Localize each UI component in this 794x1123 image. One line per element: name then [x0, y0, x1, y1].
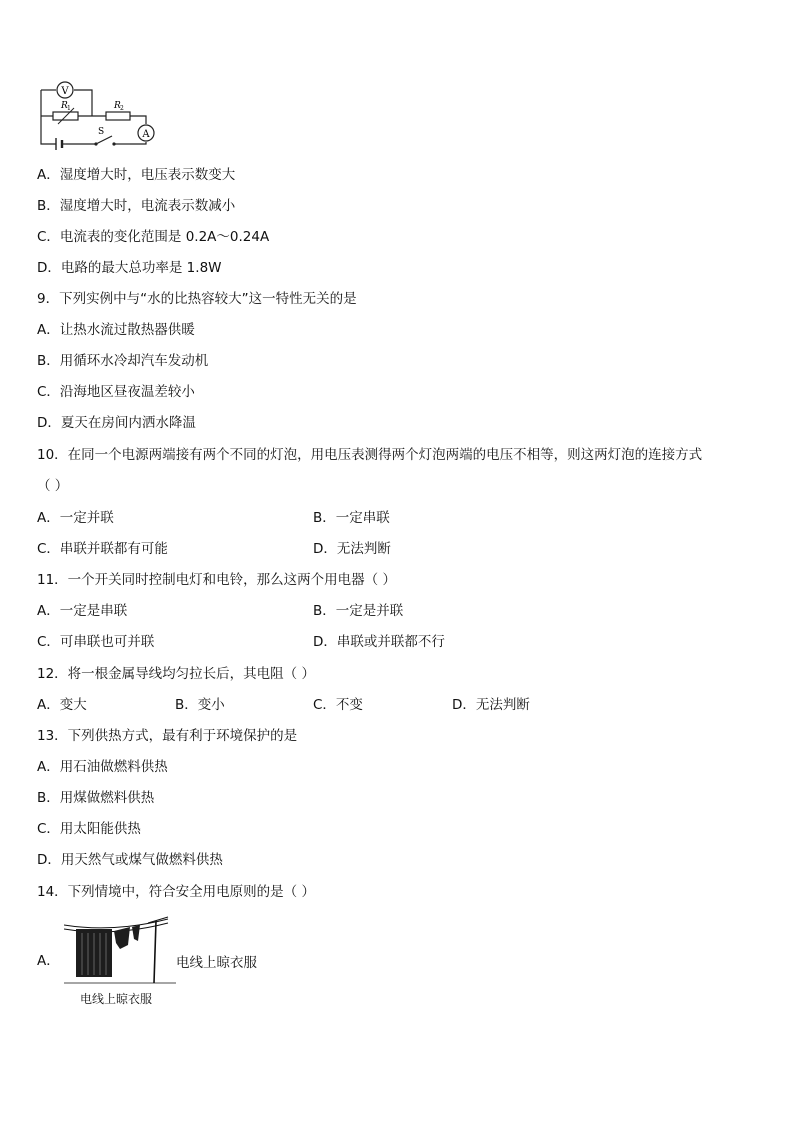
q13-stem: 13．下列供热方式，最有利于环境保护的是 [37, 728, 298, 744]
q12-stem: 12．将一根金属导线均匀拉长后，其电阻（ ） [37, 666, 315, 682]
q12-option-b: B．变小 [175, 697, 225, 713]
q13-option-c: C．用太阳能供热 [37, 821, 141, 837]
q8-option-a: A．湿度增大时，电压表示数变大 [37, 167, 236, 183]
q12-option-a: A．变大 [37, 697, 87, 713]
q10-stem-cont: （ ） [37, 478, 69, 494]
q14-stem: 14．下列情境中，符合安全用电原则的是（ ） [37, 884, 315, 900]
q10-option-b: B．一定串联 [313, 510, 390, 526]
q9-option-a: A．让热水流过散热器供暖 [37, 322, 195, 338]
q10-stem: 10．在同一个电源两端接有两个不同的灯泡，用电压表测得两个灯泡两端的电压不相等，则这两灯泡的连接方式 [37, 447, 703, 463]
q8-option-d: D．电路的最大总功率是 1.8W [37, 260, 222, 276]
q14-option-a-letter: A． [37, 953, 60, 969]
r2-label: R [114, 101, 121, 111]
q10-option-d: D．无法判断 [313, 541, 391, 557]
ammeter-label: A [142, 129, 150, 140]
q9-stem: 9．下列实例中与“水的比热容较大”这一特性无关的是 [37, 291, 357, 307]
q13-option-d: D．用天然气或煤气做燃料供热 [37, 852, 223, 868]
q8-option-c: C．电流表的变化范围是 0.2A～0.24A [37, 229, 270, 245]
q14-option-a-text: 电线上晾衣服 [176, 955, 257, 971]
illustration-caption: 电线上晾衣服 [80, 992, 153, 1006]
resistor-r2 [106, 112, 130, 120]
circuit-diagram [36, 78, 161, 158]
q12-option-c: C．不变 [313, 697, 363, 713]
switch-label: S [98, 127, 105, 137]
r2-subscript: 2 [120, 105, 124, 112]
q13-option-a: A．用石油做燃料供热 [37, 759, 168, 775]
q11-option-b: B．一定是并联 [313, 603, 404, 619]
q11-stem: 11．一个开关同时控制电灯和电铃，那么这两个用电器（ ） [37, 572, 396, 588]
q12-option-d: D．无法判断 [452, 697, 530, 713]
q11-option-c: C．可串联也可并联 [37, 634, 155, 650]
q10-option-c: C．串联并联都有可能 [37, 541, 168, 557]
q9-option-c: C．沿海地区昼夜温差较小 [37, 384, 195, 400]
switch-icon [94, 142, 97, 145]
q13-option-b: B．用煤做燃料供热 [37, 790, 155, 806]
battery-icon [56, 138, 66, 150]
q11-option-d: D．串联或并联都不行 [313, 634, 445, 650]
voltmeter-label: V [61, 86, 69, 97]
r1-subscript: 1 [67, 105, 71, 112]
clothes-on-power-line-illustration [64, 915, 176, 987]
clothes-icon [76, 925, 140, 977]
q11-option-a: A．一定是串联 [37, 603, 128, 619]
q10-option-a: A．一定并联 [37, 510, 114, 526]
q9-option-b: B．用循环水冷却汽车发动机 [37, 353, 209, 369]
r1-label: R [61, 101, 68, 111]
q9-option-d: D．夏天在房间内洒水降温 [37, 415, 196, 431]
q8-option-b: B．湿度增大时，电流表示数减小 [37, 198, 236, 214]
